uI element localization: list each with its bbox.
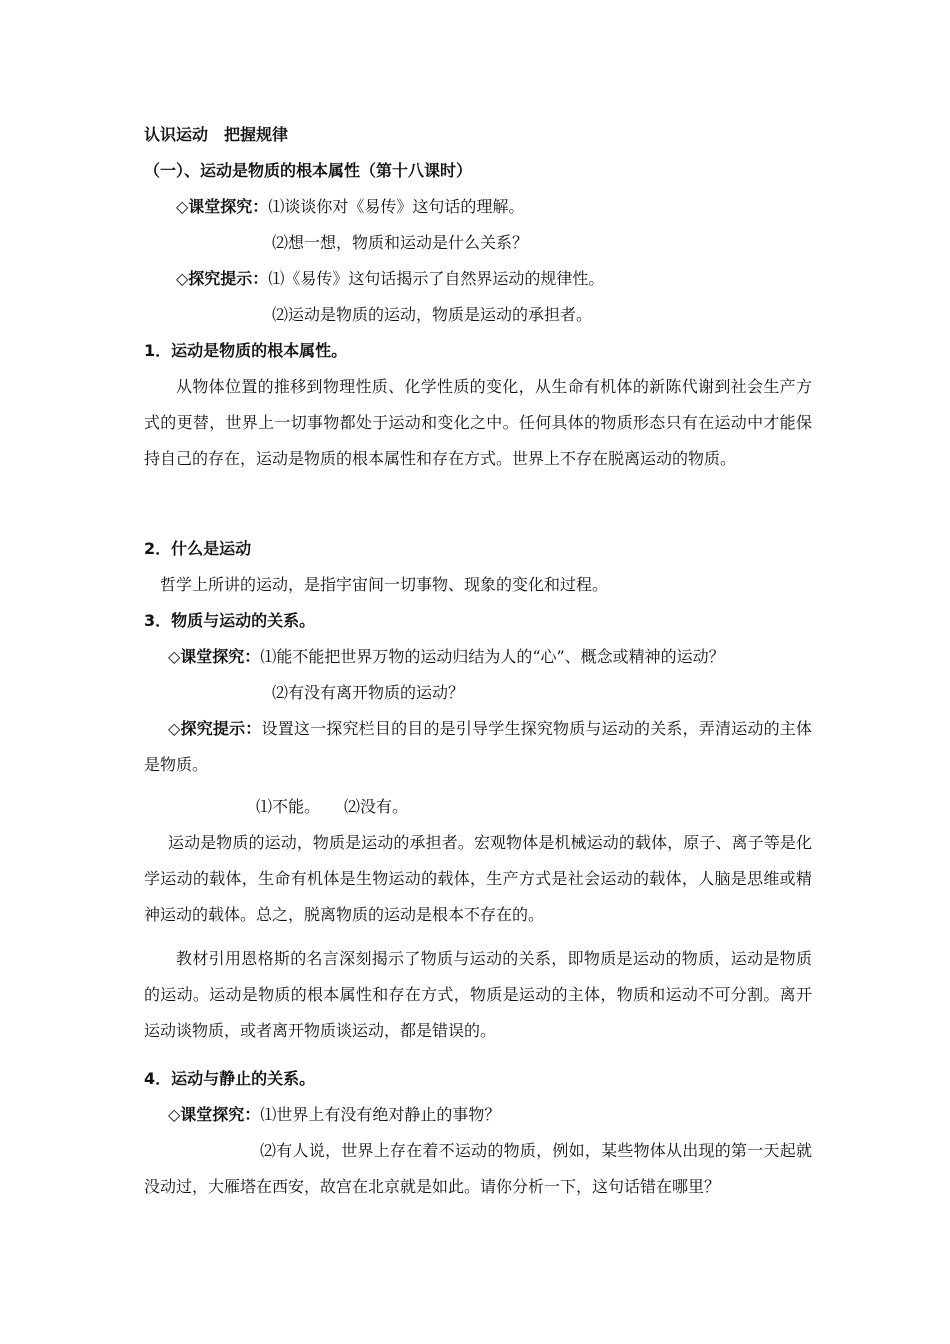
explore-label: ◇课堂探究： <box>168 647 261 666</box>
explore-label: ◇课堂探究： <box>168 1105 261 1124</box>
section-heading: （一）、运动是物质的根本属性（第十八课时） <box>144 161 473 180</box>
paragraph: 运动是物质的运动，物质是运动的承担者。宏观物体是机械运动的载体，原子、离子等是化学运动的载体，生命有机体是生物运动的载体，生产方式是社会运动的载体，人脑是思维或精神运动的载体。总之，脱离物质的运动是根本不存在的。 <box>144 833 812 924</box>
hint-label: ◇探究提示： <box>168 719 262 738</box>
explore-label: ◇课堂探究： <box>176 197 269 216</box>
explore-block-1 <box>176 196 524 218</box>
explore-block-3 <box>168 646 725 668</box>
explore-block-4 <box>168 1104 500 1126</box>
hint-answers: ⑴不能。 ⑵没有。 <box>256 797 409 816</box>
explore-question: ⑵有人说，世界上存在着不运动的物质，例如，某些物体从出现的第一天起就没动过，大雁塔在西安，故宫在北京就是如此。请你分析一下，这句话错在哪里？ <box>144 1141 812 1196</box>
point-heading: 4．运动与静止的关系。 <box>144 1069 316 1088</box>
explore-question: ⑴世界上有没有绝对静止的事物？ <box>260 1105 501 1124</box>
explore-question: ⑵有没有离开物质的运动？ <box>272 683 465 702</box>
paragraph: 哲学上所讲的运动，是指宇宙间一切事物、现象的变化和过程。 <box>160 575 609 594</box>
hint-text: ⑴《易传》这句话揭示了自然界运动的规律性。 <box>268 269 605 288</box>
hint-block-1 <box>176 268 604 290</box>
paragraph: 从物体位置的推移到物理性质、化学性质的变化，从生命有机体的新陈代谢到社会生产方式的更替，世界上一切事物都处于运动和变化之中。任何具体的物质形态只有在运动中才能保持自己的存在，运动是物质的根本属性和存在方式。世界上不存在脱离运动的物质。 <box>144 377 812 468</box>
point-heading: 2．什么是运动 <box>144 539 252 558</box>
point-heading: 3．物质与运动的关系。 <box>144 611 316 630</box>
hint-block-3 <box>144 711 812 783</box>
explore-question: ⑴能不能把世界万物的运动归结为人的“心”、概念或精神的运动？ <box>260 647 725 666</box>
explore-question: ⑵想一想，物质和运动是什么关系？ <box>272 233 529 252</box>
explore-question: ⑴谈谈你对《易传》这句话的理解。 <box>268 197 525 216</box>
paragraph: 教材引用恩格斯的名言深刻揭示了物质与运动的关系，即物质是运动的物质，运动是物质的运动。运动是物质的根本属性和存在方式，物质是运动的主体，物质和运动不可分割。离开运动谈物质，或者离开物质谈运动，都是错误的。 <box>144 949 812 1040</box>
hint-text: ⑵运动是物质的运动，物质是运动的承担者。 <box>272 305 593 324</box>
point-heading: 1．运动是物质的根本属性。 <box>144 341 348 360</box>
hint-text: 设置这一探究栏目的目的是引导学生探究物质与运动的关系，弄清运动的主体是物质。 <box>144 719 812 774</box>
document-title: 认识运动 把握规律 <box>144 125 289 144</box>
hint-label: ◇探究提示： <box>176 269 269 288</box>
